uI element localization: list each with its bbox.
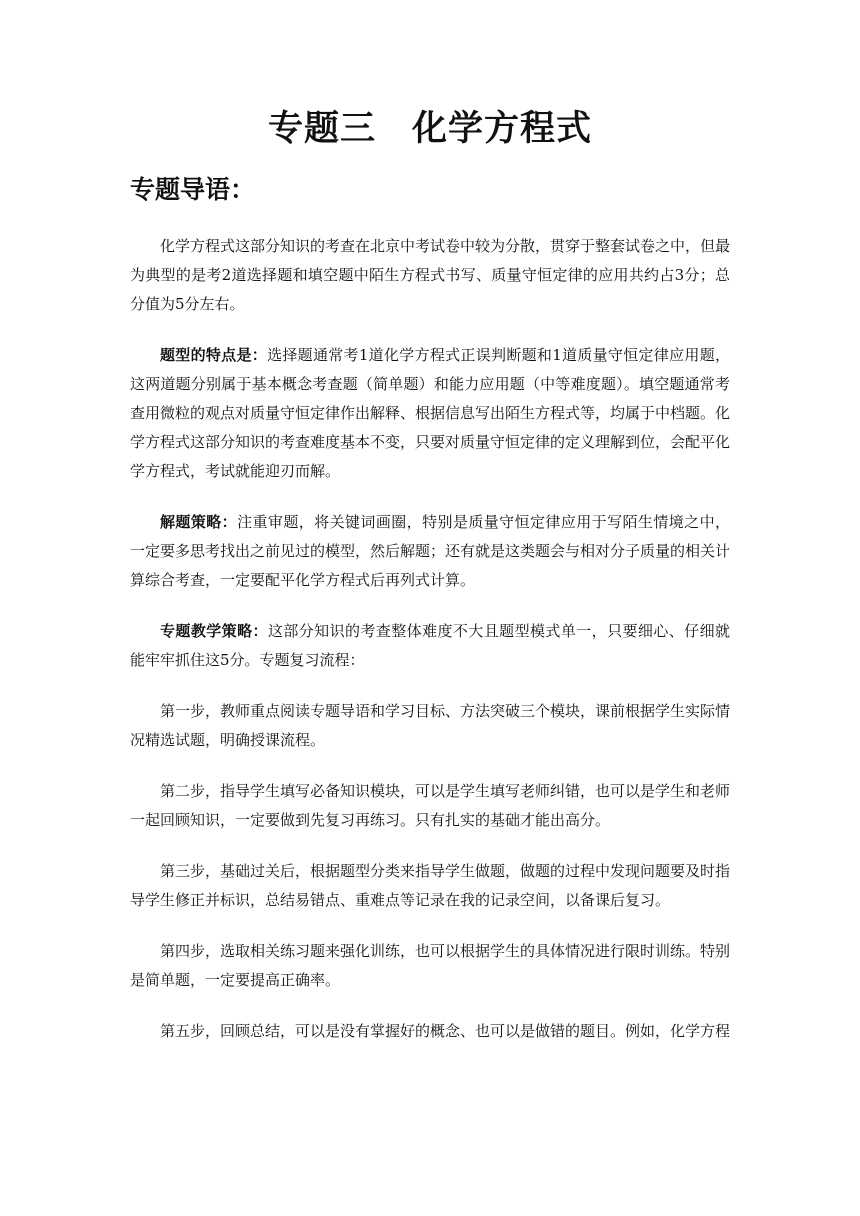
paragraph-step-5 (130, 1017, 730, 1046)
section-heading: 专题导语： (130, 175, 256, 204)
paragraph-step-2 (130, 777, 730, 835)
paragraph-teaching-strategy (130, 617, 730, 675)
paragraph-lead: 解题策略： (160, 513, 238, 531)
paragraph-step-3 (130, 857, 730, 915)
paragraph-text: 第一步，教师重点阅读专题导语和学习目标、方法突破三个模块，课前根据学生实际情况精选试题，明确授课流程。 (130, 702, 731, 749)
paragraph-solving-strategy (130, 508, 730, 595)
page-title: 专题三 化学方程式 (267, 109, 592, 149)
paragraph-text: 第三步，基础过关后，根据题型分类来指导学生做题，做题的过程中发现问题要及时指导学生修正并标识，总结易错点、重难点等记录在我的记录空间，以备课后复习。 (130, 862, 731, 909)
paragraph-step-4 (130, 937, 730, 995)
paragraph-intro (130, 232, 730, 319)
paragraph-text: 化学方程式这部分知识的考查在北京中考试卷中较为分散，贯穿于整套试卷之中，但最为典型的是考2道选择题和填空题中陌生方程式书写、质量守恒定律的应用共约占3分；总分值为5分左右。 (130, 237, 731, 313)
paragraph-text: 这部分知识的考查整体难度不大且题型模式单一，只要细心、仔细就能牢牢抓住这5分。专题复习流程： (130, 622, 730, 669)
paragraph-text: 第五步，回顾总结，可以是没有掌握好的概念、也可以是做错的题目。例如，化学方程 (160, 1022, 731, 1040)
paragraph-text: 第二步，指导学生填写必备知识模块，可以是学生填写老师纠错，也可以是学生和老师一起回顾知识，一定要做到先复习再练习。只有扎实的基础才能出高分。 (130, 782, 731, 829)
paragraph-text: 注重审题，将关键词画圈，特别是质量守恒定律应用于写陌生情境之中，一定要多思考找出之前见过的模型，然后解题；还有就是这类题会与相对分子质量的相关计算综合考查，一定要配平化学方程式后再列式计算。 (130, 513, 731, 589)
paragraph-lead: 题型的特点是： (160, 346, 268, 364)
body-text (130, 232, 730, 1068)
paragraph-text: 选择题通常考1道化学方程式正误判断题和1道质量守恒定律应用题，这两道题分别属于基本概念考查题（简单题）和能力应用题（中等难度题）。填空题通常考查用微粒的观点对质量守恒定律作出解释、根据信息写出陌生方程式等，均属于中档题。化学方程式这部分知识的考查难度基本不变，只要对质量守恒定律的定义理解到位，会配平化学方程式，考试就能迎刃而解。 (130, 346, 731, 480)
paragraph-lead: 专题教学策略： (160, 622, 268, 640)
paragraph-step-1 (130, 697, 730, 755)
paragraph-question-features (130, 341, 730, 486)
paragraph-text: 第四步，选取相关练习题来强化训练，也可以根据学生的具体情况进行限时训练。特别是简单题，一定要提高正确率。 (130, 942, 731, 989)
